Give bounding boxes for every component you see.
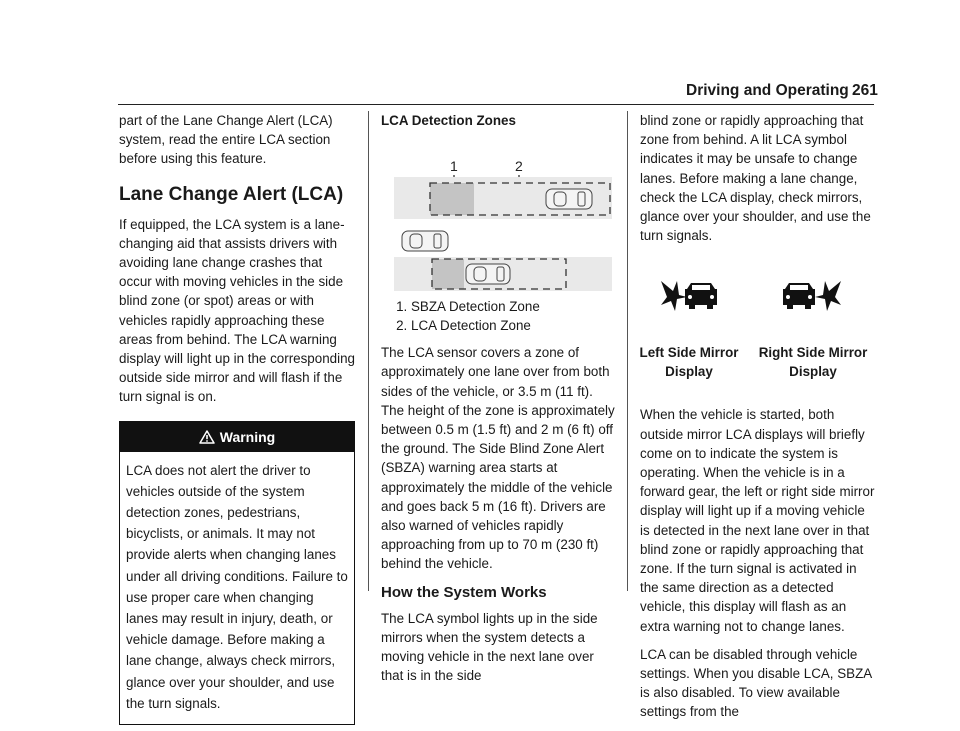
intro-paragraph: part of the Lane Change Alert (LCA) system, read the entire LCA section before using this feature. [119,113,333,167]
car-icon [546,189,592,209]
section-title: Lane Change Alert (LCA) [119,183,344,205]
left-mirror-display [634,275,744,381]
lca-description: If equipped, the LCA system is a lane-changing aid that assists drivers with avoiding lane change crashes that occur with moving vehicles in the side blind zone (or spot) areas or with vehicles rapidly approaching these areas from behind. The LCA warning display will light up in the corresponding outside side mirror and will flash if the turn signal is on. [119,216,355,405]
lca-left-symbol-icon [657,275,721,315]
running-header [0,82,960,102]
zone-label-2: 2 [515,158,523,175]
warning-title: Warning [219,428,276,445]
warning-triangle-icon [199,430,215,444]
list-item: 2. LCA Detection Zone [411,316,617,335]
car-icon [402,231,448,251]
zone-legend [381,297,617,335]
column-divider [368,111,369,591]
figure-caption: LCA Detection Zones [381,113,516,128]
list-item: 1. SBZA Detection Zone [411,297,617,316]
warning-text: LCA does not alert the driver to vehicles outside of the system detection zones, pedestrians, bicyclists, or animals. It may not provide alerts when changing lanes under all driving conditions. Failure to use proper care when changing lanes may result in injury, death, or vehicle damage. Before making a lane change, always check mirrors, glance over your shoulder, and use the turn signals. [126,462,348,711]
sbza-zone [430,183,474,215]
column-1 [119,111,355,725]
mirror-display-figure [640,275,876,405]
column-3 [640,111,876,731]
page-number: 261 [852,82,878,99]
header-rule [118,104,874,105]
column-divider [627,111,628,591]
continued-paragraph: blind zone or rapidly approaching that zone from behind. A lit LCA symbol indicates it may be unsafe to change lanes. Before making a lane change, check the LCA display, check mirrors, glance over your shoulder, and use the turn signals. [640,113,871,244]
startup-paragraph: When the vehicle is started, both outside mirror LCA displays will briefly come on to indicate the system is operating. When the vehicle is in a forward gear, the left or right side mirror display will light up if a moving vehicle is detected in the next lane over in that blind zone or rapidly approaching that zone. If the turn signal is activated in the same direction as a detected vehicle, this display will flash as an extra warning not to change lanes. [640,407,875,634]
subsection-title: How the System Works [381,583,547,601]
right-mirror-label: Right Side Mirror Display [758,345,868,380]
lca-detection-zones-diagram [378,139,614,291]
disable-paragraph: LCA can be disabled through vehicle settings. When you disable LCA, SBZA is also disabled. To view available settings from the [640,646,872,720]
warning-header [120,422,354,452]
column-2 [381,111,617,694]
sensor-coverage-paragraph: The LCA sensor covers a zone of approximately one lane over from both sides of the vehicle, or 3.5 m (11 ft). The height of the zone is approximately between 0.5 m (1.5 ft) and 2 m (6 ft) off the ground. The Side Blind Zone Alert (SBZA) warning area starts at approximately the middle of the vehicle and goes back 5 m (16 ft). Drivers are also warned of vehicles rapidly approaching from up to 70 m (230 ft) behind the vehicle. [381,345,615,572]
sbza-zone [432,259,464,289]
car-icon [466,264,510,284]
warning-box [119,421,355,725]
how-it-works-paragraph: The LCA symbol lights up in the side mirrors when the system detects a moving vehicle in the next lane over that is in the side [381,610,598,684]
right-mirror-display [758,275,868,381]
header-section-title: Driving and Operating [686,82,849,99]
left-mirror-label: Left Side Mirror Display [639,345,739,380]
lca-right-symbol-icon [781,275,845,315]
zone-label-1: 1 [450,158,458,175]
